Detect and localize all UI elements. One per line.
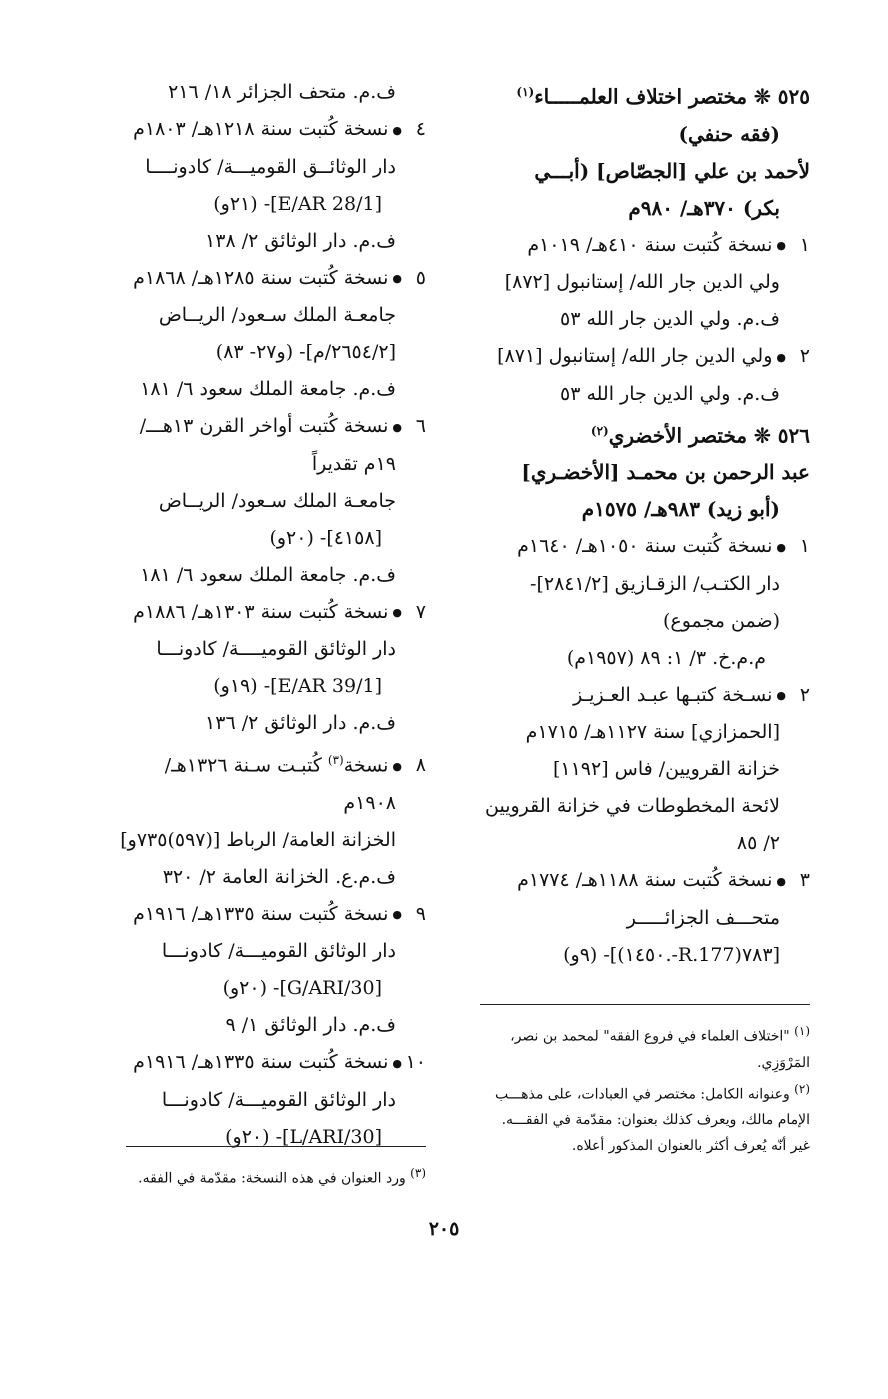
copy-item — [450, 227, 810, 265]
copy-shelfmark: [٧٨٣(R.177-.١٤٥٠)]- (٩و) — [563, 943, 780, 966]
copy-number: ١٠ — [405, 1051, 426, 1074]
footnotes-left — [66, 1160, 426, 1192]
entry-525-author-date: بكر) ٣٧٠هـ/ ٩٨٠م — [628, 195, 780, 220]
copy-shelfmark: [٤١٥٨]- (٢٠و) — [269, 526, 382, 549]
copy-item — [76, 742, 426, 785]
copy-location: ولي الدين جار الله/ إستانبول [٨٧٢] — [504, 271, 780, 294]
copy-date: نسخة كُتبت سنة ١١٨٨هـ/ ١٧٧٤م — [517, 869, 773, 892]
bullet-icon: ● — [776, 874, 786, 888]
copy-shelfmark: [E/AR 28/1]- (٢١و) — [213, 192, 382, 215]
copy-number: ٨ — [415, 754, 426, 777]
copy-item — [76, 896, 426, 934]
copy-location: خزانة القرويين/ فاس [١١٩٢] — [552, 758, 780, 781]
copy-date: نسخة كُتبت سنة ٤١٠هـ/ ١٠١٩م — [527, 233, 773, 256]
copy-number: ٧ — [415, 600, 426, 623]
copy-number: ٤ — [415, 118, 426, 140]
footnote-ref: (٢) — [590, 423, 609, 438]
copy-location: جامعـة الملك سـعود/ الريــاض — [158, 304, 396, 326]
copy-number: ٢ — [799, 345, 810, 368]
copy-item — [76, 1044, 426, 1082]
copy-reference: ف.م. متحف الجزائر ١٨/ ٢١٦ — [168, 81, 396, 103]
bullet-icon: ● — [776, 540, 786, 554]
entry-525-school: (فقه حنفي) — [678, 121, 780, 146]
copy-date: نسخة كُتبت سنة ١٣٣٥هـ/ ١٩١٦م — [133, 1051, 389, 1074]
copy-number: ٣ — [799, 869, 810, 892]
copy-reference: ف.م.ع. الخزانة العامة ٢/ ٣٢٠ — [162, 865, 396, 888]
copy-location: دار الكتـب/ الزقـازيق [٢٨٤١/٢]- — [530, 572, 780, 595]
left-column — [76, 74, 426, 1156]
footnotes-right — [450, 1018, 810, 1159]
bullet-icon: ● — [392, 908, 402, 922]
copy-item — [450, 677, 810, 715]
copy-date: كُتبـت سـنة ١٣٢٦هـ/ — [164, 754, 322, 777]
bullet-icon: ● — [392, 123, 402, 137]
copy-item — [450, 338, 810, 376]
copy-item — [450, 528, 810, 566]
copy-reference: لائحة المخطوطات في خزانة القرويين — [485, 795, 780, 818]
bullet-icon: ● — [392, 759, 402, 773]
footnote-2 — [450, 1076, 810, 1108]
footnote-marker: (٢) — [794, 1081, 810, 1096]
copy-date-cont: ١٩م تقديراً — [311, 452, 396, 475]
copy-date: نسخة كُتبت سنة ١٣٣٥هـ/ ١٩١٦م — [133, 902, 389, 925]
footnote-text: وعنوانه الكامل: مختصر في العبادات، على مذهـــب — [495, 1086, 790, 1103]
copy-date-cont: ١٩٠٨م — [343, 791, 396, 814]
copy-reference: ف.م. دار الوثائق ٢/ ١٣٨ — [205, 229, 396, 252]
page-number: ٢٠٥ — [428, 1218, 460, 1240]
copy-shelfmark: [G/ARI/30]- (٢٠و) — [222, 977, 382, 1000]
footnote-text: ورد العنوان في هذه النسخة: مقدّمة في الفقه. — [138, 1170, 406, 1187]
copy-number: ١ — [799, 233, 810, 256]
bullet-icon: ● — [392, 1056, 402, 1070]
copy-location: الخزانة العامة/ الرباط [(٥٩٧)٧٣٥و] — [120, 828, 396, 851]
bullet-icon: ● — [776, 689, 786, 703]
copy-location: جامعـة الملك سـعود/ الريــاض — [158, 489, 396, 512]
footnote-text: "اختلاف العلماء في فروع الفقه" لمحمد بن نصر، — [510, 1028, 790, 1045]
copy-reference-page: ٢/ ٨٥ — [736, 832, 780, 855]
footnote-divider — [126, 1146, 426, 1147]
copy-note: (ضمن مجموع) — [662, 609, 780, 632]
copy-number: ٥ — [415, 266, 426, 289]
copy-shelfmark: [٢٦٥٤/٢/م]- (و٢٧- ٨٣) — [215, 341, 396, 363]
bullet-icon: ● — [392, 272, 402, 285]
copy-reference: ف.م. دار الوثائق ١/ ٩ — [225, 1014, 396, 1037]
copy-location: دار الوثائــق القوميـــة/ كادونــــا — [145, 155, 396, 178]
footnote-marker: (١) — [794, 1024, 810, 1038]
copy-item — [76, 260, 426, 298]
bullet-icon: ● — [392, 606, 402, 619]
footnote-2-cont: الإمام مالك، ويعرف كذلك بعنوان: مقدّمة في الفقـــه. — [501, 1112, 810, 1129]
copy-number: ٩ — [415, 902, 426, 925]
footnote-1 — [450, 1018, 810, 1050]
copy-shelfmark: [L/ARI/30]- (٢٠و) — [225, 1125, 382, 1148]
entry-526-author: عبد الرحمن بن محمـد [الأخضـري] — [521, 460, 810, 485]
copy-location: دار الوثائق القوميـــة/ كادونـــا — [161, 940, 396, 963]
bullet-icon: ● — [776, 239, 786, 253]
copy-number: ١ — [799, 535, 810, 558]
copy-item — [450, 862, 810, 900]
entry-525-title — [450, 74, 810, 116]
footnote-3 — [66, 1160, 426, 1192]
copy-scribe: نسـخة كتبـها عبـد العـزيـز — [573, 683, 773, 706]
footnote-divider — [480, 1004, 810, 1005]
entry-526-author-date: (أبو زيد) ٩٨٣هـ/ ١٥٧٥م — [581, 497, 780, 522]
copy-date: نسخة كُتبت سنة ١٢٨٥هـ/ ١٨٦٨م — [133, 266, 389, 289]
copy-shelfmark: [E/AR 39/1]- (١٩و) — [213, 675, 382, 697]
copy-location: متحـــف الجزائـــــر — [626, 906, 780, 929]
footnote-marker: (٣) — [410, 1166, 426, 1180]
entry-title-text: ٥٢٦ ❊ مختصر الأخضري — [608, 423, 810, 448]
copy-location: ولي الدين جار الله/ إستانبول [٨٧١] — [497, 345, 773, 368]
copy-reference: م.م.خ. ٣/ ١: ٨٩ (١٩٥٧م) — [566, 646, 766, 669]
copy-item — [76, 111, 426, 149]
copy-item — [76, 594, 426, 632]
entry-526-title — [450, 413, 810, 455]
footnote-2-cont: غير أنّه يُعرف أكثر بالعنوان المذكور أعلاه. — [571, 1138, 810, 1155]
copy-reference: ف.م. جامعة الملك سعود ٦/ ١٨١ — [140, 563, 396, 586]
copy-date: [الحمزازي] سنة ١١٢٧هـ/ ١٧١٥م — [525, 721, 780, 744]
entry-525-author: لأحمد بن علي [الجصّاص] (أبـــي — [534, 158, 810, 183]
copy-number: ٢ — [799, 683, 810, 706]
copy-reference: ف.م. جامعة الملك سعود ٦/ ١٨١ — [140, 378, 396, 400]
footnote-ref: (١) — [516, 85, 535, 99]
copy-date: نسخة كُتبت أواخر القرن ١٣هـــ/ — [139, 415, 389, 437]
copy-reference: ف.م. ولي الدين جار الله ٥٣ — [559, 308, 780, 331]
footnote-ref: (٣) — [327, 753, 344, 767]
entry-title-text: ٥٢٥ ❊ مختصر اختلاف العلمـــــاء — [534, 84, 810, 109]
copy-label: نسخة — [343, 754, 389, 777]
copy-reference: ف.م. دار الوثائق ٢/ ١٣٦ — [205, 712, 396, 734]
copy-number: ٦ — [415, 415, 426, 437]
right-column — [450, 74, 810, 974]
bullet-icon: ● — [776, 350, 786, 364]
copy-location: دار الوثائق القوميــــة/ كادونـــا — [156, 638, 396, 660]
copy-reference: ف.م. ولي الدين جار الله ٥٣ — [559, 382, 780, 405]
footnote-1-cont: المَرْوَزِي. — [757, 1054, 810, 1071]
copy-location: دار الوثائق القوميـــة/ كادونـــا — [161, 1088, 396, 1111]
bullet-icon: ● — [392, 420, 402, 434]
copy-item — [76, 408, 426, 446]
copy-date: نسخة كُتبت سنة ١٠٥٠هـ/ ١٦٤٠م — [517, 535, 773, 558]
copy-date: نسخة كُتبت سنة ١٢١٨هـ/ ١٨٠٣م — [133, 118, 389, 140]
copy-date: نسخة كُتبت سنة ١٣٠٣هـ/ ١٨٨٦م — [133, 600, 389, 623]
